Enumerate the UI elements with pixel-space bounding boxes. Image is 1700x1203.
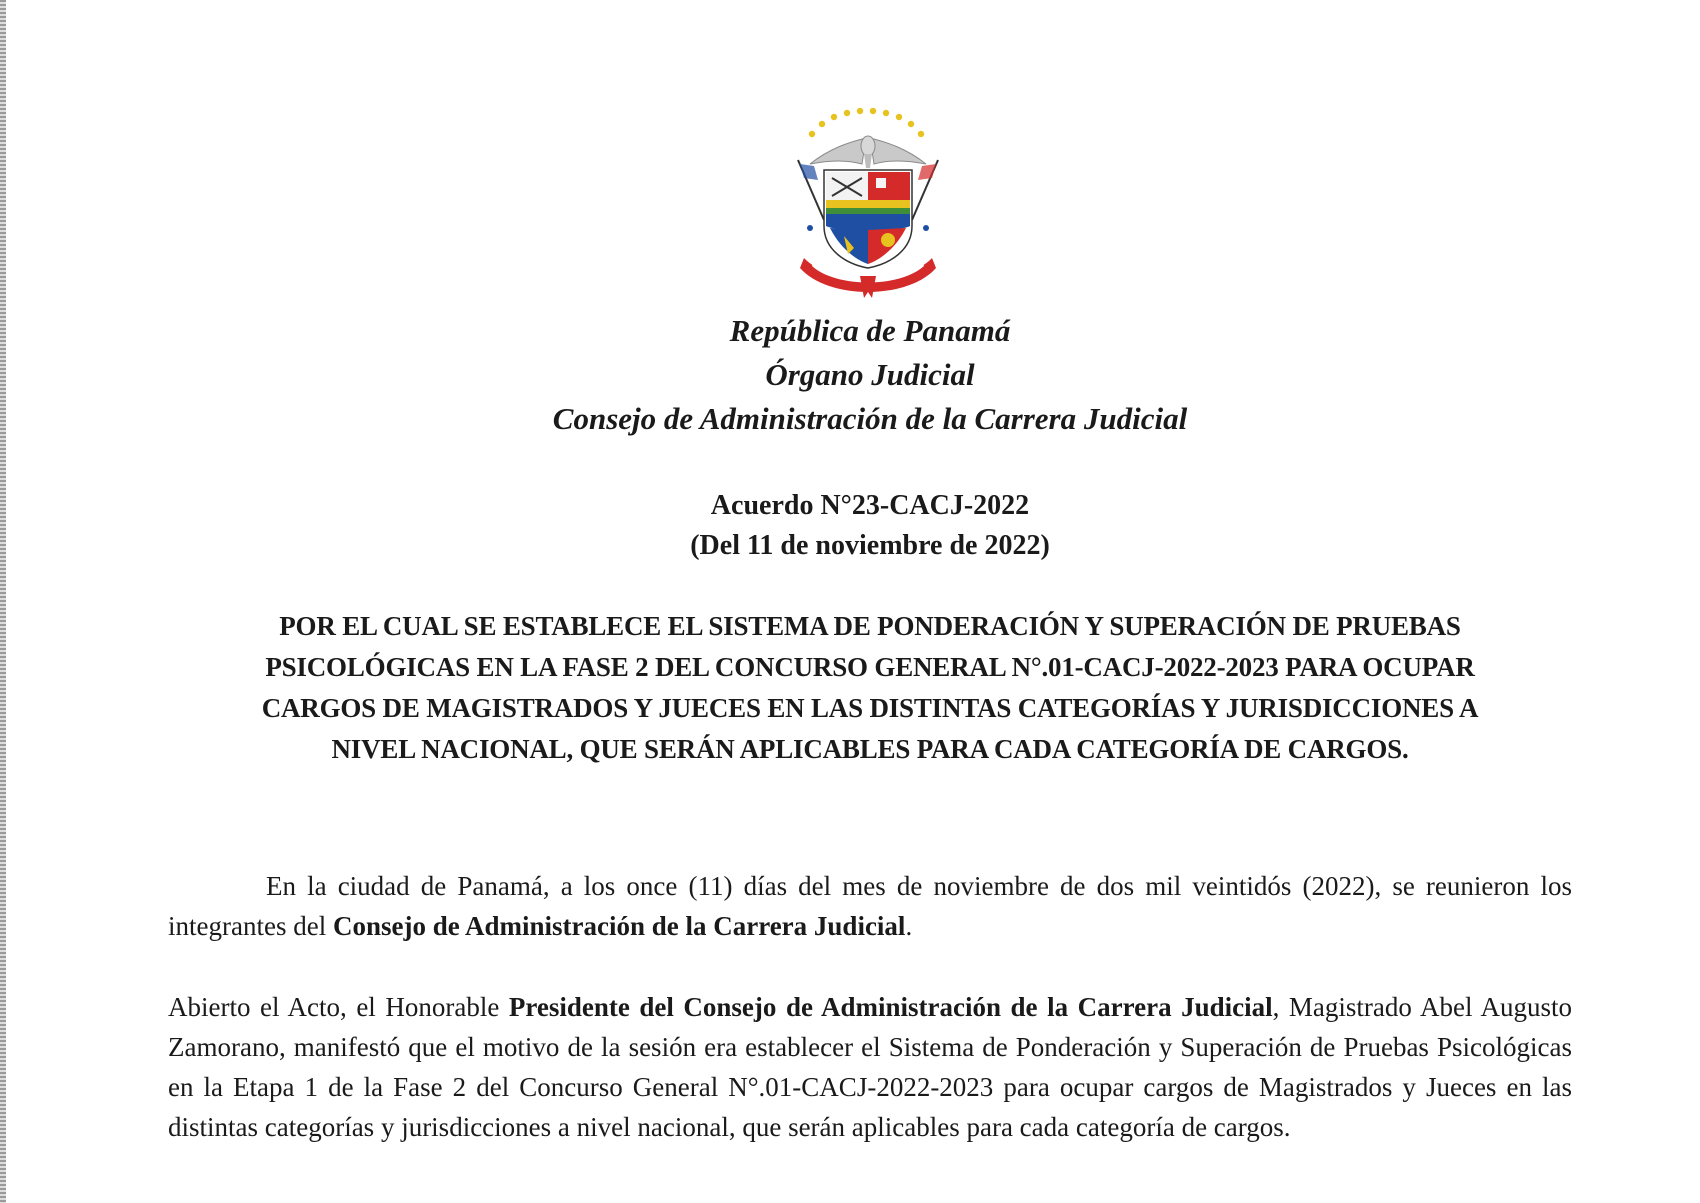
council-name-bold: Consejo de Administración de la Carrera Judicial [332, 911, 906, 941]
subject-line: PSICOLÓGICAS EN LA FASE 2 DEL CONCURSO GENERAL N°.01-CACJ-2022-2023 PARA OCUPAR [265, 652, 1475, 682]
agreement-date: (Del 11 de noviembre de 2022) [690, 530, 1050, 561]
paragraph-text: , Magistrado Abel Augusto Zamorano, manifestó que el motivo de la sesión era establecer el Sistema de Ponderación y Superación de Pruebas Psicológicas en la Etapa 1 de la Fase 2 del Concurso General N°.01-CACJ-2022-2023 para ocupar cargos de Magistrados y Jueces en las distintas categorías y jurisdicciones a nivel nacional, que serán aplicables para cada categoría de cargos. [168, 992, 1572, 1142]
scan-edge [0, 0, 6, 1203]
subject-line: NIVEL NACIONAL, QUE SERÁN APLICABLES PARA CADA CATEGORÍA DE CARGOS. [331, 734, 1409, 764]
agreement-subject [168, 606, 1572, 770]
coat-of-arms-logo [790, 108, 950, 304]
opening-paragraph [168, 866, 1572, 946]
session-paragraph [168, 987, 1572, 1147]
agreement-heading [0, 486, 1700, 566]
organ-name: Órgano Judicial [765, 357, 975, 392]
paragraph-text: Abierto el Acto, el Honorable [168, 992, 509, 1022]
council-name: Consejo de Administración de la Carrera Judicial [552, 401, 1188, 436]
subject-line: CARGOS DE MAGISTRADOS Y JUECES EN LAS DISTINTAS CATEGORÍAS Y JURISDICCIONES A [261, 693, 1479, 723]
paragraph-text: En la ciudad de Panamá, a los once (11) días del mes de noviembre de dos mil veintidós (2022), se reunieron los integrantes del [168, 871, 1572, 941]
stars-arc [809, 108, 924, 137]
agreement-number: Acuerdo N°23-CACJ-2022 [710, 490, 1030, 521]
country-name: República de Panamá [729, 313, 1011, 348]
subject-line: POR EL CUAL SE ESTABLECE EL SISTEMA DE PONDERACIÓN Y SUPERACIÓN DE PRUEBAS [279, 611, 1461, 641]
institution-header [0, 309, 1700, 441]
paragraph-text: . [905, 911, 913, 941]
president-title-bold: Presidente del Consejo de Administración de la Carrera Judicial [508, 992, 1273, 1022]
